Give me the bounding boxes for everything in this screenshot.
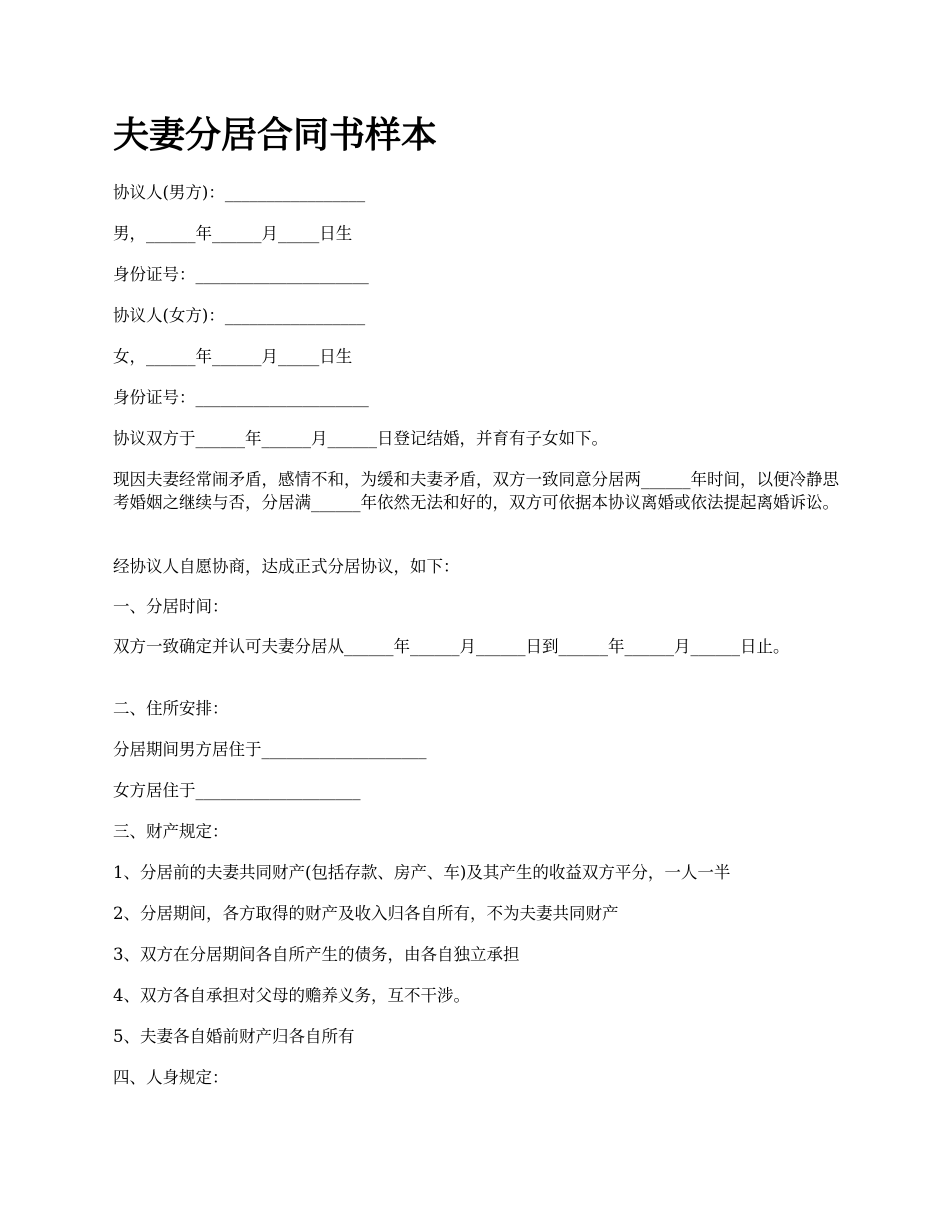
property-clause-3: 3、双方在分居期间各自所产生的债务，由各自独立承担 xyxy=(113,945,520,964)
female-birthdate-line: 女，______年______月_____日生 xyxy=(113,347,353,366)
section-heading-property: 三、财产规定： xyxy=(113,822,229,841)
separation-period-paragraph: 双方一致确定并认可夫妻分居从______年______月______日到______年______月______日止。 xyxy=(113,637,790,656)
property-clause-2: 2、分居期间，各方取得的财产及收入归各自所有，不为夫妻共同财产 xyxy=(113,904,619,923)
female-residence-line: 女方居住于____________________ xyxy=(113,781,361,800)
marriage-registration-paragraph: 协议双方于______年______月______日登记结婚，并育有子女如下。 xyxy=(113,429,608,448)
section-heading-residence: 二、住所安排： xyxy=(113,699,229,718)
male-birthdate-line: 男，______年______月_____日生 xyxy=(113,224,353,243)
section-heading-personal: 四、人身规定： xyxy=(113,1068,229,1087)
male-residence-line: 分居期间男方居住于____________________ xyxy=(113,740,427,759)
female-id-number-line: 身份证号：_____________________ xyxy=(113,388,369,407)
property-clause-5: 5、夫妻各自婚前财产归各自所有 xyxy=(113,1027,355,1046)
agreement-intro-paragraph: 经协议人自愿协商，达成正式分居协议，如下： xyxy=(113,557,460,576)
party-female-label: 协议人(女方)：_________________ xyxy=(113,306,366,325)
property-clause-4: 4、双方各自承担对父母的赡养义务，互不干涉。 xyxy=(113,986,470,1005)
male-id-number-line: 身份证号：_____________________ xyxy=(113,265,369,284)
property-clause-1: 1、分居前的夫妻共同财产(包括存款、房产、车)及其产生的收益双方平分，一人一半 xyxy=(113,863,731,882)
separation-reason-paragraph: 现因夫妻经常闹矛盾，感情不和，为缓和夫妻矛盾，双方一致同意分居两______年时间，以便冷静思考婚姻之继续与否，分居满______年依然无法和好的，双方可依据本协议离婚或依法提起离婚诉讼。 xyxy=(113,470,839,512)
document-title: 夫妻分居合同书样本 xyxy=(113,114,438,156)
party-male-label: 协议人(男方)：_________________ xyxy=(113,183,366,202)
section-heading-separation-time: 一、分居时间： xyxy=(113,597,229,616)
